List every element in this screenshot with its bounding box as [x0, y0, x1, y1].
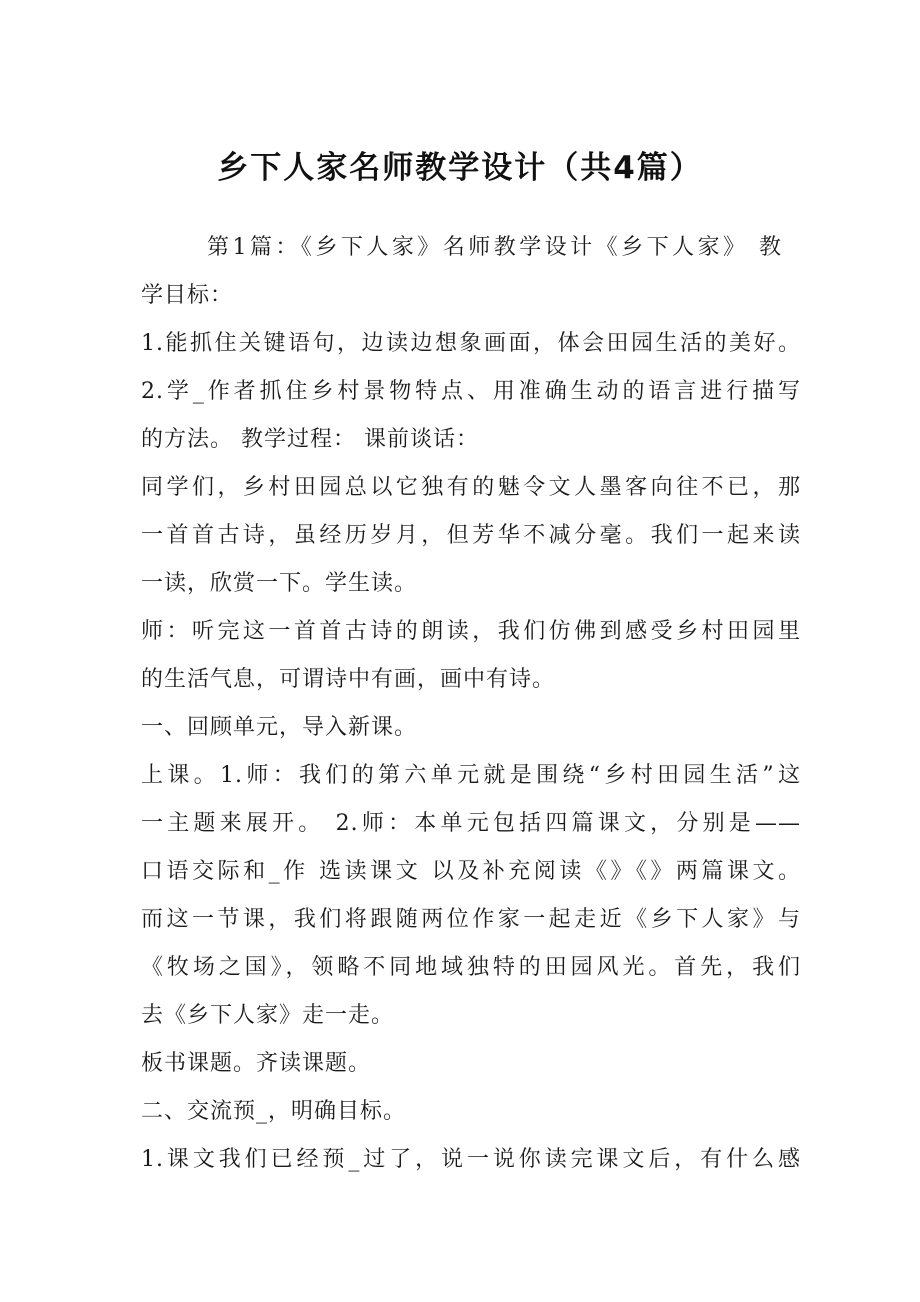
paragraph-line: 师：听完这一首首古诗的朗读，我们仿佛到感受乡村田园里	[141, 619, 801, 644]
paragraph-line: 的方法。 教学过程： 课前谈话：	[141, 427, 479, 452]
paragraph-line: 2.学_作者抓住乡村景物特点、用准确生动的语言进行描写	[141, 379, 801, 404]
paragraph-line: 1.能抓住关键语句，边读边想象画面，体会田园生活的美好。	[141, 331, 801, 356]
section-heading: 二、交流预_，明确目标。	[141, 1099, 407, 1124]
paragraph-line: 1.课文我们已经预_过了，说一说你读完课文后，有什么感	[141, 1147, 801, 1172]
section-heading: 一、回顾单元，导入新课。	[141, 715, 418, 740]
paragraph-line: 一主题来展开。 2.师：本单元包括四篇课文，分别是——	[141, 811, 801, 836]
paragraph-line: 一首首古诗，虽经历岁月，但芳华不减分毫。我们一起来读	[141, 523, 801, 548]
document-title: 乡下人家名师教学设计（共4篇）	[217, 150, 703, 186]
paragraph-line: 口语交际和_作 选读课文 以及补充阅读《》《》两篇课文。	[141, 859, 801, 884]
paragraph-line: 《牧场之国》，领略不同地域独特的田园风光。首先，我们	[141, 955, 801, 980]
paragraph-line: 去《乡下人家》走一走。	[141, 1003, 395, 1028]
paragraph-line: 学目标：	[141, 283, 234, 308]
paragraph-line: 同学们，乡村田园总以它独有的魅令文人墨客向往不已，那	[141, 475, 801, 500]
paragraph-line: 而这一节课，我们将跟随两位作家一起走近《乡下人家》与	[141, 907, 801, 932]
paragraph-line: 上课。1.师：我们的第六单元就是围绕“乡村田园生活”这	[141, 763, 801, 788]
paragraph-line: 板书课题。齐读课题。	[141, 1051, 372, 1076]
paragraph-line: 一读，欣赏一下。学生读。	[141, 571, 418, 596]
paragraph-line: 的生活气息，可谓诗中有画，画中有诗。	[141, 667, 556, 692]
paragraph-line: 第1篇：《乡下人家》名师教学设计《乡下人家》 教	[207, 235, 782, 260]
